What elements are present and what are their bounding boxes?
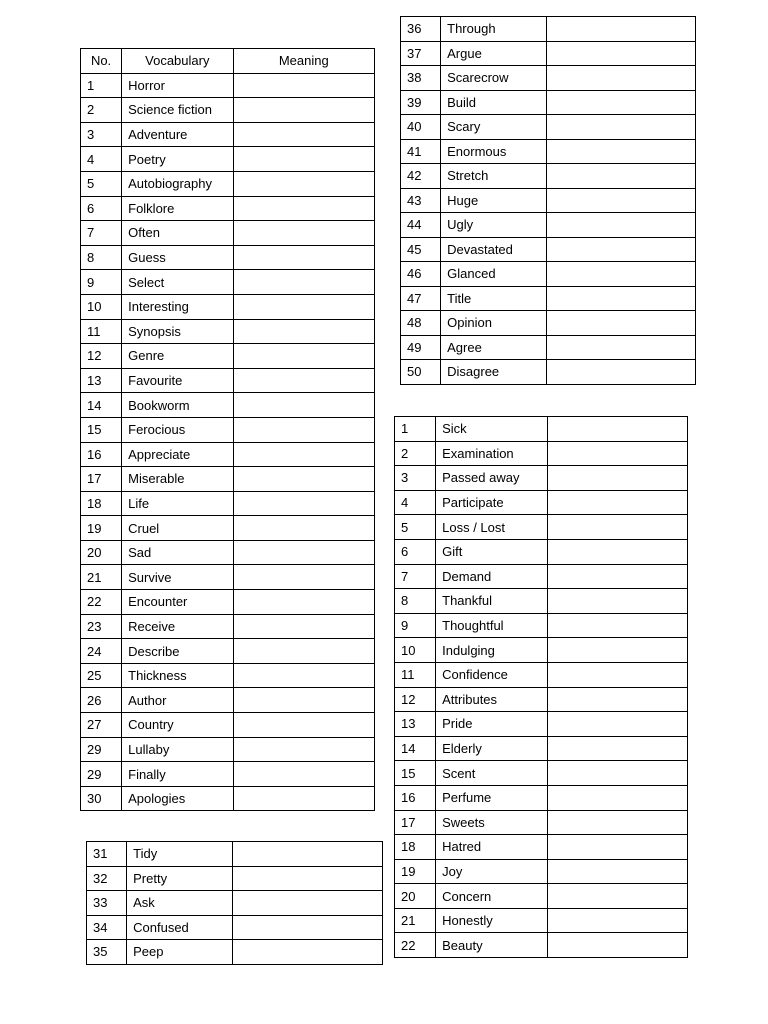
vocabulary-word: Poetry [122, 147, 233, 172]
vocabulary-word: Participate [436, 490, 547, 515]
meaning-blank-cell [233, 762, 375, 787]
vocabulary-word: Author [122, 688, 233, 713]
vocabulary-word: Build [441, 90, 547, 115]
meaning-blank-cell [547, 311, 696, 336]
item-number: 11 [81, 319, 122, 344]
item-number: 29 [81, 737, 122, 762]
table-row [401, 139, 696, 164]
meaning-blank-cell [547, 712, 688, 737]
table-row [81, 245, 375, 270]
item-number: 40 [401, 115, 441, 140]
table-row [395, 687, 688, 712]
vocabulary-word: Argue [441, 41, 547, 66]
item-number: 6 [81, 196, 122, 221]
vocabulary-table-1-30 [80, 48, 375, 811]
vocabulary-word: Life [122, 491, 233, 516]
table-row [395, 761, 688, 786]
table-row [81, 540, 375, 565]
meaning-blank-cell [233, 614, 375, 639]
table-row [395, 490, 688, 515]
vocabulary-word: Country [122, 713, 233, 738]
vocabulary-word: Confused [127, 915, 233, 940]
table-row [395, 785, 688, 810]
meaning-blank-cell [547, 66, 696, 91]
vocabulary-word: Passed away [436, 466, 547, 491]
vocabulary-word: Apologies [122, 786, 233, 811]
meaning-blank-cell [547, 360, 696, 385]
meaning-blank-cell [547, 41, 696, 66]
table-row [395, 564, 688, 589]
table-row [81, 368, 375, 393]
header-vocabulary: Vocabulary [122, 49, 233, 74]
item-number: 16 [81, 442, 122, 467]
meaning-blank-cell [547, 589, 688, 614]
item-number: 12 [395, 687, 436, 712]
item-number: 1 [395, 417, 436, 442]
item-number: 2 [81, 98, 122, 123]
item-number: 29 [81, 762, 122, 787]
vocabulary-word: Elderly [436, 736, 547, 761]
item-number: 16 [395, 785, 436, 810]
vocabulary-word: Encounter [122, 590, 233, 615]
vocabulary-word: Peep [127, 940, 233, 965]
table-row [395, 638, 688, 663]
item-number: 46 [401, 262, 441, 287]
item-number: 7 [81, 221, 122, 246]
vocabulary-word: Cruel [122, 516, 233, 541]
vocabulary-word: Adventure [122, 122, 233, 147]
table-row [81, 344, 375, 369]
table-row [81, 565, 375, 590]
meaning-blank-cell [233, 891, 383, 916]
meaning-blank-cell [233, 688, 375, 713]
meaning-blank-cell [547, 933, 688, 958]
item-number: 18 [81, 491, 122, 516]
table-row [81, 762, 375, 787]
vocabulary-word: Pride [436, 712, 547, 737]
table-row [81, 786, 375, 811]
table-row [395, 908, 688, 933]
vocabulary-word: Joy [436, 859, 547, 884]
vocabulary-word: Indulging [436, 638, 547, 663]
meaning-blank-cell [233, 294, 375, 319]
table-row [395, 712, 688, 737]
item-number: 37 [401, 41, 441, 66]
meaning-blank-cell [233, 245, 375, 270]
vocabulary-word: Bookworm [122, 393, 233, 418]
vocabulary-word: Disagree [441, 360, 547, 385]
meaning-blank-cell [233, 786, 375, 811]
meaning-blank-cell [233, 73, 375, 98]
table-row [401, 311, 696, 336]
meaning-blank-cell [233, 565, 375, 590]
meaning-blank-cell [233, 540, 375, 565]
item-number: 32 [87, 866, 127, 891]
item-number: 44 [401, 213, 441, 238]
item-number: 10 [395, 638, 436, 663]
table-row [81, 171, 375, 196]
meaning-blank-cell [233, 467, 375, 492]
meaning-blank-cell [547, 761, 688, 786]
table-row [81, 122, 375, 147]
item-number: 4 [81, 147, 122, 172]
table-row [81, 491, 375, 516]
item-number: 11 [395, 662, 436, 687]
table-row [395, 884, 688, 909]
meaning-blank-cell [233, 368, 375, 393]
item-number: 5 [395, 515, 436, 540]
item-number: 42 [401, 164, 441, 189]
item-number: 30 [81, 786, 122, 811]
meaning-blank-cell [233, 171, 375, 196]
table-row [401, 17, 696, 42]
vocabulary-word: Autobiography [122, 171, 233, 196]
vocabulary-word: Opinion [441, 311, 547, 336]
meaning-blank-cell [233, 737, 375, 762]
vocabulary-word: Folklore [122, 196, 233, 221]
vocabulary-word: Sick [436, 417, 547, 442]
vocabulary-word: Confidence [436, 662, 547, 687]
item-number: 33 [87, 891, 127, 916]
item-number: 17 [81, 467, 122, 492]
table-row [395, 835, 688, 860]
table-row [87, 915, 383, 940]
table-row [81, 196, 375, 221]
vocabulary-word: Synopsis [122, 319, 233, 344]
vocabulary-word: Demand [436, 564, 547, 589]
item-number: 13 [81, 368, 122, 393]
meaning-blank-cell [547, 638, 688, 663]
vocabulary-word: Concern [436, 884, 547, 909]
vocabulary-word: Beauty [436, 933, 547, 958]
table-row [81, 294, 375, 319]
meaning-blank-cell [547, 286, 696, 311]
vocabulary-word: Scent [436, 761, 547, 786]
meaning-blank-cell [547, 810, 688, 835]
table-row [81, 221, 375, 246]
meaning-blank-cell [547, 213, 696, 238]
meaning-blank-cell [233, 221, 375, 246]
meaning-blank-cell [547, 539, 688, 564]
vocabulary-word: Honestly [436, 908, 547, 933]
item-number: 8 [395, 589, 436, 614]
item-number: 13 [395, 712, 436, 737]
vocabulary-word: Stretch [441, 164, 547, 189]
item-number: 21 [81, 565, 122, 590]
vocabulary-word: Describe [122, 639, 233, 664]
item-number: 38 [401, 66, 441, 91]
table-row [395, 466, 688, 491]
item-number: 20 [395, 884, 436, 909]
vocabulary-word: Ugly [441, 213, 547, 238]
vocabulary-word: Favourite [122, 368, 233, 393]
vocabulary-word: Genre [122, 344, 233, 369]
item-number: 4 [395, 490, 436, 515]
vocabulary-word: Title [441, 286, 547, 311]
table-row [87, 891, 383, 916]
meaning-blank-cell [233, 393, 375, 418]
table-row [395, 589, 688, 614]
table-row [81, 147, 375, 172]
meaning-blank-cell [547, 188, 696, 213]
vocabulary-word: Guess [122, 245, 233, 270]
table-row [395, 810, 688, 835]
item-number: 45 [401, 237, 441, 262]
item-number: 5 [81, 171, 122, 196]
vocabulary-word: Lullaby [122, 737, 233, 762]
table-row [395, 859, 688, 884]
item-number: 49 [401, 335, 441, 360]
meaning-blank-cell [547, 859, 688, 884]
item-number: 19 [395, 859, 436, 884]
table-row [81, 467, 375, 492]
meaning-blank-cell [547, 17, 696, 42]
vocabulary-word: Miserable [122, 467, 233, 492]
vocabulary-word: Pretty [127, 866, 233, 891]
vocabulary-word: Science fiction [122, 98, 233, 123]
vocabulary-word: Attributes [436, 687, 547, 712]
table-row [395, 441, 688, 466]
vocabulary-word: Through [441, 17, 547, 42]
item-number: 22 [81, 590, 122, 615]
item-number: 14 [81, 393, 122, 418]
table-row [87, 842, 383, 867]
header-meaning: Meaning [233, 49, 375, 74]
meaning-blank-cell [233, 147, 375, 172]
item-number: 17 [395, 810, 436, 835]
vocabulary-word: Devastated [441, 237, 547, 262]
meaning-blank-cell [233, 319, 375, 344]
meaning-blank-cell [547, 564, 688, 589]
table-row [81, 737, 375, 762]
table-row [81, 688, 375, 713]
item-number: 43 [401, 188, 441, 213]
table-row [395, 736, 688, 761]
item-number: 9 [81, 270, 122, 295]
item-number: 39 [401, 90, 441, 115]
table-row [81, 73, 375, 98]
table-row [401, 237, 696, 262]
meaning-blank-cell [233, 442, 375, 467]
vocabulary-word: Hatred [436, 835, 547, 860]
meaning-blank-cell [547, 262, 696, 287]
table-row [401, 90, 696, 115]
meaning-blank-cell [233, 940, 383, 965]
item-number: 48 [401, 311, 441, 336]
table-row [81, 516, 375, 541]
table-row [401, 164, 696, 189]
table-row [81, 270, 375, 295]
vocabulary-word: Sweets [436, 810, 547, 835]
item-number: 12 [81, 344, 122, 369]
meaning-blank-cell [233, 122, 375, 147]
vocabulary-word: Thankful [436, 589, 547, 614]
item-number: 24 [81, 639, 122, 664]
item-number: 2 [395, 441, 436, 466]
meaning-blank-cell [547, 736, 688, 761]
table-row [81, 663, 375, 688]
vocabulary-word: Select [122, 270, 233, 295]
item-number: 31 [87, 842, 127, 867]
vocabulary-word: Finally [122, 762, 233, 787]
meaning-blank-cell [547, 90, 696, 115]
vocabulary-table-second-list [394, 416, 688, 958]
meaning-blank-cell [547, 139, 696, 164]
vocabulary-word: Perfume [436, 785, 547, 810]
item-number: 3 [81, 122, 122, 147]
item-number: 27 [81, 713, 122, 738]
meaning-blank-cell [547, 237, 696, 262]
table-row [81, 442, 375, 467]
meaning-blank-cell [547, 835, 688, 860]
vocabulary-word: Scarecrow [441, 66, 547, 91]
item-number: 18 [395, 835, 436, 860]
vocabulary-word: Gift [436, 539, 547, 564]
vocabulary-table-31-35 [86, 841, 383, 965]
meaning-blank-cell [547, 164, 696, 189]
table-row [81, 98, 375, 123]
table-row [401, 335, 696, 360]
table-row [395, 933, 688, 958]
table-row [401, 286, 696, 311]
table-row [87, 940, 383, 965]
item-number: 21 [395, 908, 436, 933]
item-number: 7 [395, 564, 436, 589]
meaning-blank-cell [233, 915, 383, 940]
meaning-blank-cell [547, 441, 688, 466]
meaning-blank-cell [547, 884, 688, 909]
item-number: 41 [401, 139, 441, 164]
meaning-blank-cell [233, 866, 383, 891]
table-row [401, 66, 696, 91]
item-number: 26 [81, 688, 122, 713]
table-row [401, 262, 696, 287]
table-row [401, 41, 696, 66]
table-row [395, 515, 688, 540]
item-number: 36 [401, 17, 441, 42]
meaning-blank-cell [547, 115, 696, 140]
table-row [395, 539, 688, 564]
item-number: 3 [395, 466, 436, 491]
vocabulary-word: Examination [436, 441, 547, 466]
item-number: 22 [395, 933, 436, 958]
meaning-blank-cell [233, 842, 383, 867]
table-row [401, 360, 696, 385]
vocabulary-word: Survive [122, 565, 233, 590]
meaning-blank-cell [233, 270, 375, 295]
item-number: 35 [87, 940, 127, 965]
table-row [81, 319, 375, 344]
item-number: 20 [81, 540, 122, 565]
table-row [395, 662, 688, 687]
item-number: 34 [87, 915, 127, 940]
table-row [81, 713, 375, 738]
vocabulary-word: Interesting [122, 294, 233, 319]
vocabulary-word: Thoughtful [436, 613, 547, 638]
table-row [401, 188, 696, 213]
vocabulary-word: Often [122, 221, 233, 246]
table-row [81, 614, 375, 639]
meaning-blank-cell [233, 663, 375, 688]
item-number: 9 [395, 613, 436, 638]
meaning-blank-cell [547, 785, 688, 810]
table-row [401, 213, 696, 238]
vocabulary-word: Huge [441, 188, 547, 213]
header-no: No. [81, 49, 122, 74]
vocabulary-word: Horror [122, 73, 233, 98]
table-row [81, 393, 375, 418]
vocabulary-word: Sad [122, 540, 233, 565]
table-row [87, 866, 383, 891]
meaning-blank-cell [547, 687, 688, 712]
meaning-blank-cell [547, 908, 688, 933]
vocabulary-word: Ferocious [122, 417, 233, 442]
item-number: 23 [81, 614, 122, 639]
item-number: 47 [401, 286, 441, 311]
meaning-blank-cell [547, 613, 688, 638]
meaning-blank-cell [547, 335, 696, 360]
vocabulary-word: Agree [441, 335, 547, 360]
meaning-blank-cell [547, 466, 688, 491]
table-header-row [81, 49, 375, 74]
meaning-blank-cell [547, 662, 688, 687]
meaning-blank-cell [233, 98, 375, 123]
meaning-blank-cell [233, 491, 375, 516]
vocabulary-word: Loss / Lost [436, 515, 547, 540]
item-number: 25 [81, 663, 122, 688]
item-number: 10 [81, 294, 122, 319]
meaning-blank-cell [233, 344, 375, 369]
table-row [395, 613, 688, 638]
item-number: 15 [395, 761, 436, 786]
item-number: 6 [395, 539, 436, 564]
item-number: 8 [81, 245, 122, 270]
meaning-blank-cell [233, 639, 375, 664]
table-row [395, 417, 688, 442]
vocabulary-word: Enormous [441, 139, 547, 164]
item-number: 14 [395, 736, 436, 761]
meaning-blank-cell [233, 713, 375, 738]
vocabulary-word: Ask [127, 891, 233, 916]
table-row [81, 590, 375, 615]
meaning-blank-cell [233, 590, 375, 615]
item-number: 1 [81, 73, 122, 98]
table-row [81, 639, 375, 664]
vocabulary-word: Glanced [441, 262, 547, 287]
meaning-blank-cell [233, 516, 375, 541]
vocabulary-table-36-50 [400, 16, 696, 385]
table-row [401, 115, 696, 140]
vocabulary-word: Thickness [122, 663, 233, 688]
meaning-blank-cell [233, 417, 375, 442]
item-number: 50 [401, 360, 441, 385]
item-number: 15 [81, 417, 122, 442]
vocabulary-word: Scary [441, 115, 547, 140]
meaning-blank-cell [547, 417, 688, 442]
meaning-blank-cell [233, 196, 375, 221]
vocabulary-word: Receive [122, 614, 233, 639]
vocabulary-word: Tidy [127, 842, 233, 867]
item-number: 19 [81, 516, 122, 541]
vocabulary-word: Appreciate [122, 442, 233, 467]
meaning-blank-cell [547, 490, 688, 515]
meaning-blank-cell [547, 515, 688, 540]
table-row [81, 417, 375, 442]
